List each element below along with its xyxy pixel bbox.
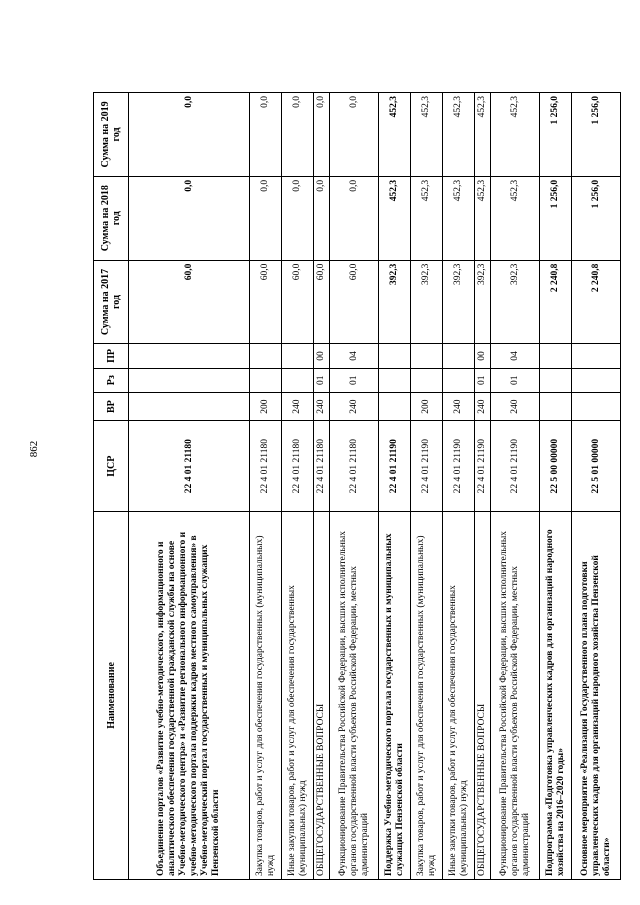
cell-sum-2019: 1 256,0 xyxy=(572,93,621,177)
cell-name: ОБЩЕГОСУДАРСТВЕННЫЕ ВОПРОСЫ xyxy=(475,511,491,879)
table-row xyxy=(250,93,282,880)
cell-pr: 00 xyxy=(475,344,491,368)
cell-name: ОБЩЕГОСУДАРСТВЕННЫЕ ВОПРОСЫ xyxy=(314,511,330,879)
header-name: Наименование xyxy=(94,511,129,879)
cell-sum-2017: 392,3 xyxy=(379,260,411,344)
header-sum-2018: Сумма на 2018 год xyxy=(94,176,129,260)
table-row xyxy=(540,93,572,880)
cell-sum-2017: 60,0 xyxy=(282,260,314,344)
cell-sum-2019: 452,3 xyxy=(443,93,475,177)
cell-name: Подпрограмма «Подготовка управленческих кадров для организаций народного хозяйства на 2016–2020 годы» xyxy=(540,511,572,879)
cell-name: Объединение порталов «Развитие учебно-методического, информационного и аналитического обеспечения государственной гражданской службы на основе Учебно-методического центра» и «Развитие регионального информационного и учебно-методического портала поддержки кадров местного самоуправления» в Учебно-методический портал государственных и муниципальных служащих Пензенской области xyxy=(129,511,250,879)
cell-sum-2019: 452,3 xyxy=(491,93,540,177)
cell-sum-2018: 452,3 xyxy=(475,176,491,260)
cell-name: Функционирование Правительства Российской Федерации, высших исполнительных органов государственной власти субъектов Российской Федерации, местных администраций xyxy=(330,511,379,879)
cell-pr xyxy=(282,344,314,368)
cell-rz: 01 xyxy=(330,368,379,392)
header-vr: ВР xyxy=(94,392,129,421)
cell-sum-2019: 452,3 xyxy=(475,93,491,177)
cell-vr: 240 xyxy=(314,392,330,421)
budget-table xyxy=(93,92,621,880)
cell-sum-2018: 452,3 xyxy=(491,176,540,260)
cell-csr: 22 4 01 21180 xyxy=(250,421,282,511)
cell-csr: 22 5 01 00000 xyxy=(572,421,621,511)
cell-name: Иные закупки товаров, работ и услуг для обеспечения государственных (муниципальных) нужд xyxy=(443,511,475,879)
cell-name: Закупка товаров, работ и услуг для обеспечения государственных (муниципальных) нужд xyxy=(411,511,443,879)
cell-vr xyxy=(379,392,411,421)
cell-vr: 240 xyxy=(491,392,540,421)
cell-vr xyxy=(572,392,621,421)
cell-vr xyxy=(540,392,572,421)
cell-pr xyxy=(250,344,282,368)
cell-rz: 01 xyxy=(491,368,540,392)
cell-sum-2017: 60,0 xyxy=(250,260,282,344)
cell-vr: 240 xyxy=(475,392,491,421)
cell-sum-2017: 392,3 xyxy=(475,260,491,344)
cell-rz xyxy=(540,368,572,392)
cell-name: Поддержка Учебно-методического портала государственных и муниципальных служащих Пензенской области xyxy=(379,511,411,879)
cell-sum-2019: 0,0 xyxy=(330,93,379,177)
cell-name: Основное мероприятие «Реализация Государственного плана подготовки управленческих кадров для организаций народного хозяйства Пензенской области» xyxy=(572,511,621,879)
cell-pr: 04 xyxy=(491,344,540,368)
cell-pr xyxy=(572,344,621,368)
cell-rz xyxy=(282,368,314,392)
cell-sum-2017: 392,3 xyxy=(443,260,475,344)
cell-sum-2017: 60,0 xyxy=(314,260,330,344)
cell-rz: 01 xyxy=(475,368,491,392)
cell-sum-2017: 392,3 xyxy=(491,260,540,344)
cell-vr: 200 xyxy=(411,392,443,421)
table-row xyxy=(379,93,411,880)
header-row xyxy=(94,93,129,880)
table-row xyxy=(129,93,250,880)
cell-pr: 00 xyxy=(314,344,330,368)
cell-csr: 22 4 01 21180 xyxy=(330,421,379,511)
cell-csr: 22 4 01 21190 xyxy=(411,421,443,511)
cell-vr: 200 xyxy=(250,392,282,421)
header-sum-2017: Сумма на 2017 год xyxy=(94,260,129,344)
table-row xyxy=(572,93,621,880)
cell-vr xyxy=(129,392,250,421)
cell-sum-2018: 0,0 xyxy=(250,176,282,260)
cell-rz: 01 xyxy=(314,368,330,392)
cell-name: Закупка товаров, работ и услуг для обеспечения государственных (муниципальных) нужд xyxy=(250,511,282,879)
budget-table-rotated xyxy=(93,92,612,880)
cell-sum-2019: 0,0 xyxy=(314,93,330,177)
cell-csr: 22 5 00 00000 xyxy=(540,421,572,511)
cell-sum-2018: 1 256,0 xyxy=(572,176,621,260)
cell-sum-2018: 452,3 xyxy=(443,176,475,260)
table-row xyxy=(282,93,314,880)
cell-vr: 240 xyxy=(443,392,475,421)
cell-sum-2017: 392,3 xyxy=(411,260,443,344)
header-sum-2019: Сумма на 2019 год xyxy=(94,93,129,177)
cell-sum-2018: 1 256,0 xyxy=(540,176,572,260)
cell-sum-2018: 0,0 xyxy=(330,176,379,260)
cell-pr xyxy=(540,344,572,368)
cell-sum-2019: 0,0 xyxy=(250,93,282,177)
table-row xyxy=(475,93,491,880)
cell-sum-2018: 0,0 xyxy=(314,176,330,260)
cell-sum-2018: 0,0 xyxy=(282,176,314,260)
cell-vr: 240 xyxy=(282,392,314,421)
cell-pr xyxy=(411,344,443,368)
table-row xyxy=(411,93,443,880)
cell-sum-2017: 2 240,8 xyxy=(540,260,572,344)
cell-csr: 22 4 01 21180 xyxy=(282,421,314,511)
header-rz: Рз xyxy=(94,368,129,392)
cell-sum-2019: 0,0 xyxy=(129,93,250,177)
cell-pr xyxy=(443,344,475,368)
header-pr: ПР xyxy=(94,344,129,368)
cell-rz xyxy=(379,368,411,392)
cell-csr: 22 4 01 21180 xyxy=(314,421,330,511)
cell-sum-2019: 1 256,0 xyxy=(540,93,572,177)
header-csr: ЦСР xyxy=(94,421,129,511)
cell-csr: 22 4 01 21190 xyxy=(491,421,540,511)
cell-sum-2019: 452,3 xyxy=(411,93,443,177)
cell-rz xyxy=(250,368,282,392)
cell-pr: 04 xyxy=(330,344,379,368)
table-row xyxy=(330,93,379,880)
table-body xyxy=(129,93,621,880)
cell-pr xyxy=(379,344,411,368)
cell-rz xyxy=(443,368,475,392)
cell-sum-2018: 452,3 xyxy=(379,176,411,260)
cell-sum-2017: 60,0 xyxy=(129,260,250,344)
cell-sum-2018: 0,0 xyxy=(129,176,250,260)
cell-sum-2018: 452,3 xyxy=(411,176,443,260)
table-row xyxy=(314,93,330,880)
table-row xyxy=(491,93,540,880)
cell-sum-2017: 60,0 xyxy=(330,260,379,344)
cell-rz xyxy=(572,368,621,392)
cell-csr: 22 4 01 21190 xyxy=(443,421,475,511)
cell-rz xyxy=(411,368,443,392)
cell-vr: 240 xyxy=(330,392,379,421)
page-number: 862 xyxy=(28,440,40,458)
cell-sum-2019: 452,3 xyxy=(379,93,411,177)
cell-csr: 22 4 01 21180 xyxy=(129,421,250,511)
cell-name: Функционирование Правительства Российской Федерации, высших исполнительных органов государственной власти субъектов Российской Федерации, местных администраций xyxy=(491,511,540,879)
cell-pr xyxy=(129,344,250,368)
cell-csr: 22 4 01 21190 xyxy=(379,421,411,511)
cell-rz xyxy=(129,368,250,392)
cell-sum-2019: 0,0 xyxy=(282,93,314,177)
cell-csr: 22 4 01 21190 xyxy=(475,421,491,511)
cell-sum-2017: 2 240,8 xyxy=(572,260,621,344)
table-row xyxy=(443,93,475,880)
cell-name: Иные закупки товаров, работ и услуг для обеспечения государственных (муниципальных) нужд xyxy=(282,511,314,879)
